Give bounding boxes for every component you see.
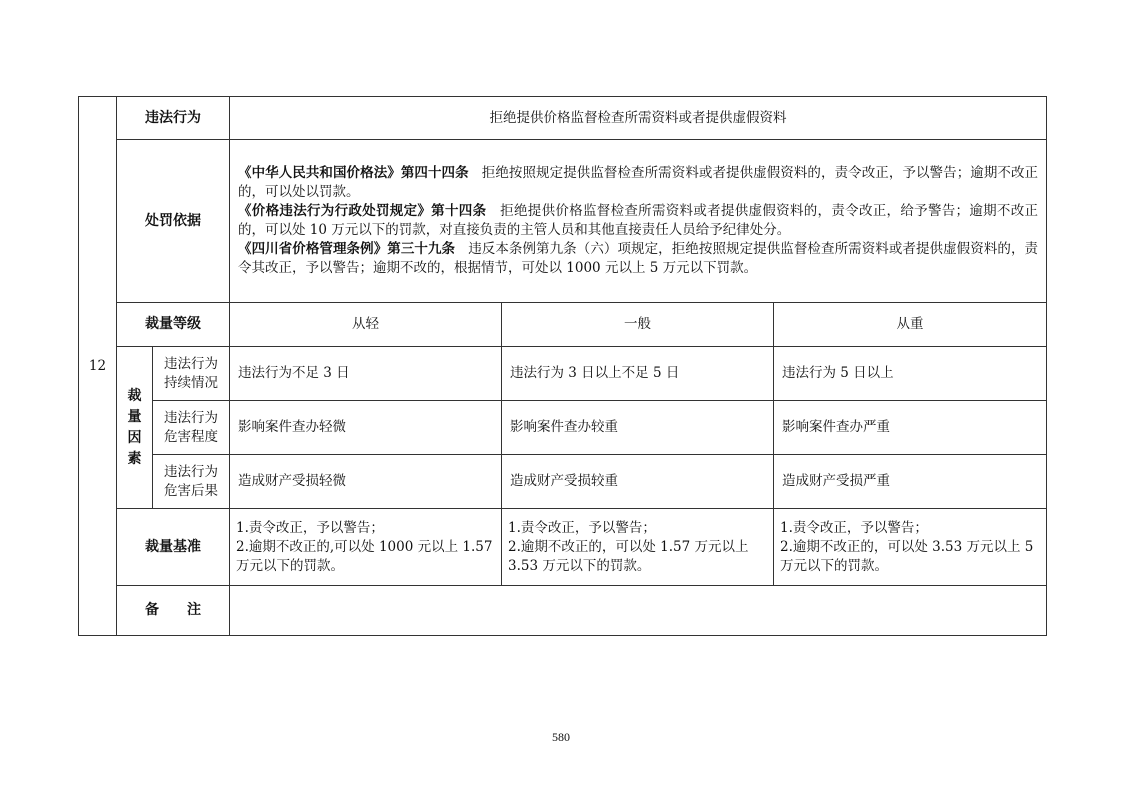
level-heavy: 从重 — [774, 303, 1047, 347]
remarks-value — [230, 586, 1047, 636]
basis-item-title: 《四川省价格管理条例》第三十九条 — [238, 241, 456, 257]
row-number: 12 — [88, 357, 107, 374]
level-light: 从轻 — [230, 303, 502, 347]
basis-item-text: 违反本条例第九条（六）项规定，拒绝按照规定提供监督检查所需资料或者提供虚假资料的，责令其改正，予以警告；逾期不改的，根据情节，可处以 1000 元以上 5 万元以下罚款。 — [238, 241, 1039, 276]
basis-content — [230, 140, 1047, 303]
factor-normal: 影响案件查办较重 — [502, 401, 774, 455]
basis-item — [238, 164, 1038, 202]
levels-label: 裁量等级 — [117, 303, 230, 347]
basis-item-text: 拒绝按照规定提供监督检查所需资料或者提供虚假资料的，责令改正，予以警告；逾期不改正的，可以处以罚款。 — [238, 165, 1039, 200]
violation-label: 违法行为 — [117, 97, 230, 140]
standard-normal: 1.责令改正，予以警告； 2.逾期不改正的，可以处 1.57 万元以上 3.53 万元以下的罚款。 — [502, 509, 774, 586]
penalty-discretion-table — [78, 96, 1047, 636]
basis-label: 处罚依据 — [117, 140, 230, 303]
factor-normal: 违法行为 3 日以上不足 5 日 — [502, 347, 774, 401]
factors-label: 裁 量 因 素 — [117, 347, 153, 509]
factor-name: 违法行为 危害后果 — [153, 455, 230, 509]
basis-item — [238, 202, 1038, 240]
row-number-cell — [79, 97, 117, 636]
remarks-label: 备 注 — [117, 586, 230, 636]
standard-label: 裁量基准 — [117, 509, 230, 586]
factor-light: 违法行为不足 3 日 — [230, 347, 502, 401]
standard-light: 1.责令改正，予以警告； 2.逾期不改正的,可以处 1000 元以上 1.57 万元以下的罚款。 — [230, 509, 502, 586]
violation-value: 拒绝提供价格监督检查所需资料或者提供虚假资料 — [230, 97, 1047, 140]
page-number: 580 — [552, 730, 570, 744]
standard-heavy: 1.责令改正，予以警告； 2.逾期不改正的，可以处 3.53 万元以上 5 万元以下的罚款。 — [774, 509, 1047, 586]
factor-name: 违法行为 持续情况 — [153, 347, 230, 401]
factor-heavy: 违法行为 5 日以上 — [774, 347, 1047, 401]
level-normal: 一般 — [502, 303, 774, 347]
basis-item — [238, 240, 1038, 278]
basis-item-title: 《价格违法行为行政处罚规定》第十四条 — [238, 203, 487, 219]
basis-item-title: 《中华人民共和国价格法》第四十四条 — [238, 165, 469, 181]
factor-heavy: 影响案件查办严重 — [774, 401, 1047, 455]
factor-normal: 造成财产受损较重 — [502, 455, 774, 509]
basis-item-text: 拒绝提供价格监督检查所需资料或者提供虚假资料的，责令改正，给予警告；逾期不改正的，可以处 10 万元以下的罚款，对直接负责的主管人员和其他直接责任人员给予纪律处分。 — [238, 203, 1039, 238]
factor-heavy: 造成财产受损严重 — [774, 455, 1047, 509]
factor-light: 造成财产受损轻微 — [230, 455, 502, 509]
factor-light: 影响案件查办轻微 — [230, 401, 502, 455]
factor-name: 违法行为 危害程度 — [153, 401, 230, 455]
